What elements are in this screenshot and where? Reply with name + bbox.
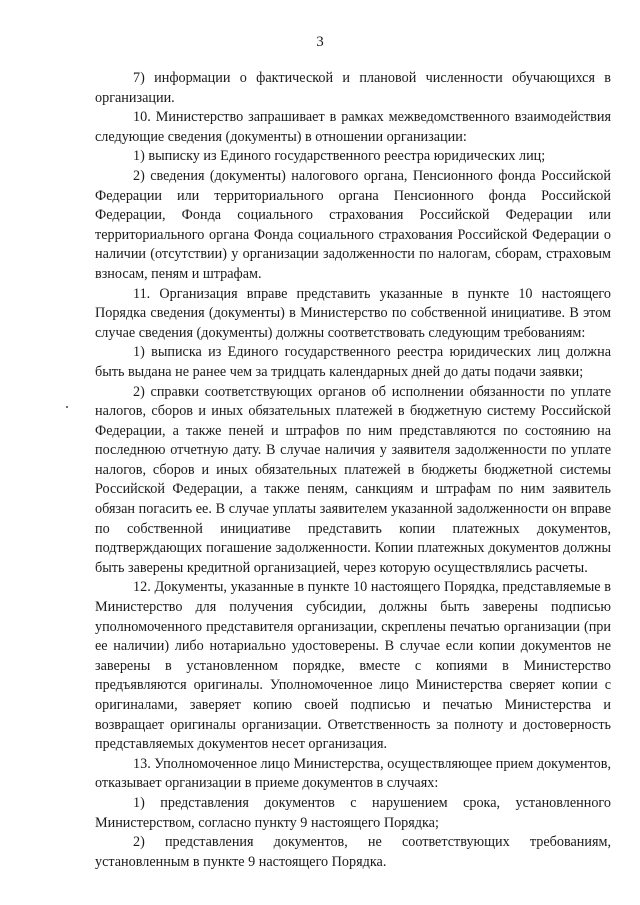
paragraph-clause-12: 12. Документы, указанные в пункте 10 настоящего Порядка, представляемые в Министерство для получения субсидии, должны быть заверены подписью уполномоченного представителя организации, скреплены печатью организации (при ее наличии) либо нотариально удостоверены. В случае если копии документов не заверены в установленном порядке, вместе с копиями в Министерство предъявляются оригиналы. Уполномоченное лицо Министерства сверяет копии с оригиналами, заверяет копию своей подписью и печатью Министерства и возвращает оригиналы организации. Ответственность за полноту и достоверность представляемых документов несет организация. bbox=[95, 579, 611, 753]
paragraph-clause-10-item-1: 1) выписку из Единого государственного реестра юридических лиц; bbox=[133, 148, 546, 165]
paragraph-clause-13: 13. Уполномоченное лицо Министерства, осуществляющее прием документов, отказывает организации в приеме документов в случаях: bbox=[95, 755, 611, 792]
paragraph-clause-13-item-1: 1) представления документов с нарушением срока, установленного Министерством, согласно пункту 9 настоящего Порядка; bbox=[95, 794, 611, 831]
paragraph-clause-11-item-1: 1) выписка из Единого государственного реестра юридических лиц должна быть выдана не ранее чем за тридцать календарных дней до даты подачи заявки; bbox=[95, 344, 611, 380]
paragraph-clause-13-item-2: 2) представления документов, не соответствующих требованиям, установленным в пункте 9 настоящего Порядка. bbox=[95, 834, 611, 870]
paragraph-clause-10-item-2: 2) сведения (документы) налогового органа, Пенсионного фонда Российской Федерации или территориального органа Пенсионного фонда Российской Федерации, Фонда социального страхования Российской Федерации или территориального органа Фонда социального страхования Российской Федерации о наличии (отсутствии) у организации задолженности по налогам, сборам, страховым взносам, пеням и штрафам. bbox=[95, 167, 611, 282]
scan-speck bbox=[66, 406, 68, 408]
document-body bbox=[95, 69, 611, 872]
paragraph-clause-11: 11. Организация вправе представить указанные в пункте 10 настоящего Порядка сведения (документы) в Министерство по собственной инициативе. В этом случае сведения (документы) должны соответствовать следующим требованиям: bbox=[95, 285, 611, 341]
page-number: 3 bbox=[316, 34, 324, 50]
paragraph-item-7: 7) информации о фактической и плановой численности обучающихся в организации. bbox=[95, 70, 611, 106]
paragraph-clause-11-item-2: 2) справки соответствующих органов об исполнении обязанности по уплате налогов, сборов и иных обязательных платежей в бюджетную систему Российской Федерации, а также пеней и штрафов по ним представляются по состоянию на последнюю отчетную дату. В случае наличия у заявителя задолженности по уплате налогов, сборов и иных обязательных платежей в бюджеты бюджетной системы Российской Федерации, а также пеням, санкциям и штрафам по ним заявитель обязан погасить ее. В случае уплаты заявителем указанной задолженности он вправе по собственной инициативе представить копии платежных документов, подтверждающих погашение задолженности. Копии платежных документов должны быть заверены кредитной организацией, через которую осуществлялись расчеты. bbox=[95, 383, 611, 576]
paragraph-clause-10: 10. Министерство запрашивает в рамках межведомственного взаимодействия следующие сведения (документы) в отношении организации: bbox=[95, 109, 611, 145]
